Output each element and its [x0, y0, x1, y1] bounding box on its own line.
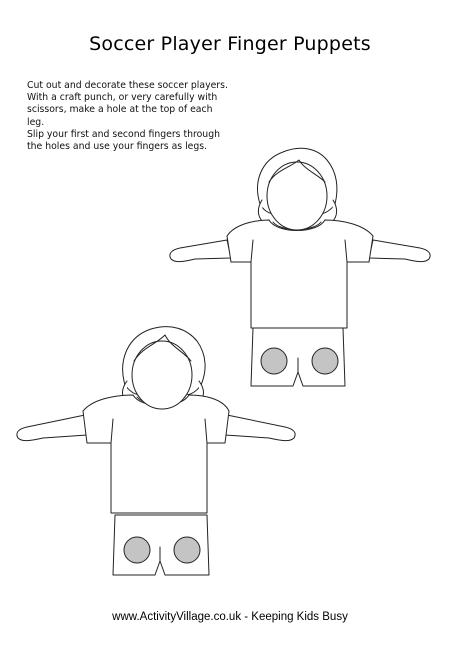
- shirt: [227, 220, 373, 328]
- left-arm: [170, 240, 231, 262]
- instruction-line: the holes and use your fingers as legs.: [27, 141, 208, 153]
- finger-hole: [124, 537, 150, 563]
- instruction-line: With a craft punch, or very carefully with: [27, 92, 218, 104]
- face: [267, 162, 327, 230]
- shirt: [83, 395, 229, 513]
- right-arm: [225, 415, 295, 441]
- face: [132, 341, 192, 409]
- puppet-bottom-left: [15, 325, 300, 580]
- instruction-line: Cut out and decorate these soccer players.: [27, 80, 228, 91]
- puppet-drawing: [15, 325, 300, 580]
- left-arm: [17, 415, 87, 441]
- footer-credit: www.ActivityVillage.co.uk - Keeping Kids Busy: [112, 611, 348, 623]
- page-title: Soccer Player Finger Puppets: [89, 33, 371, 55]
- instruction-line: leg.: [27, 116, 45, 128]
- right-arm: [369, 240, 430, 262]
- instruction-line: Slip your first and second fingers through: [27, 128, 220, 140]
- finger-hole: [312, 348, 338, 374]
- finger-hole: [174, 537, 200, 563]
- instruction-line: scissors, make a hole at the top of each: [27, 104, 213, 116]
